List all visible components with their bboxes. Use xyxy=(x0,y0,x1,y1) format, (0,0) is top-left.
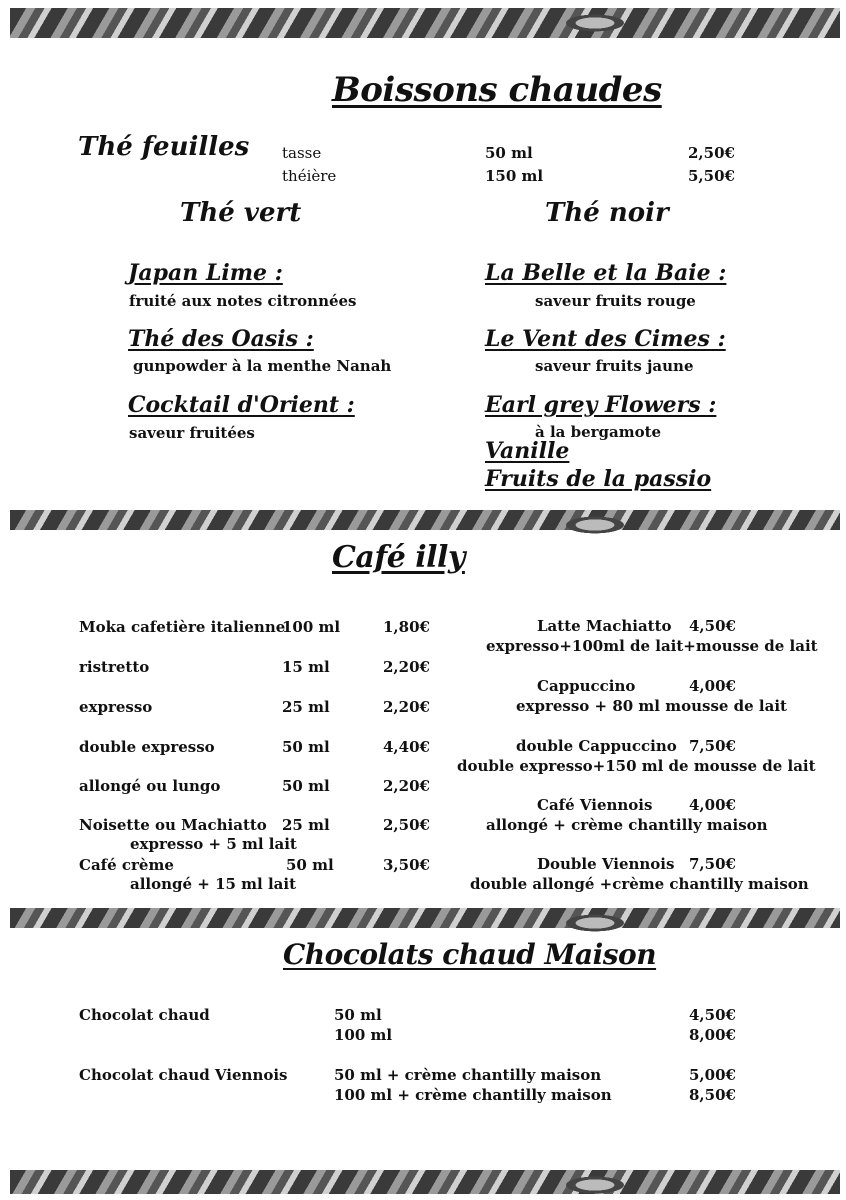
tea-desc: saveur fruitées xyxy=(129,424,255,442)
coffee-name: double Cappuccino xyxy=(516,737,677,755)
coffee-desc: allongé + crème chantilly maison xyxy=(486,816,768,834)
coffee-name: ristretto xyxy=(79,658,150,676)
tea-price: 2,50€ xyxy=(688,144,735,162)
coffee-price: 7,50€ xyxy=(689,737,736,755)
coffee-desc: double expresso+150 ml de mousse de lait xyxy=(457,757,816,775)
section-title-coffee: Café illy xyxy=(332,540,465,575)
coffee-price: 4,00€ xyxy=(689,796,736,814)
coffee-desc: double allongé +crème chantilly maison xyxy=(470,875,809,893)
coffee-name: Latte Machiatto xyxy=(537,617,672,635)
coffee-name: Moka cafetière italienne xyxy=(79,618,286,636)
chocolate-price: 8,50€ xyxy=(689,1086,736,1104)
coffee-price: 1,80€ xyxy=(383,618,430,636)
decorative-band-bottom xyxy=(10,1170,840,1194)
chocolate-name: Chocolat chaud xyxy=(79,1006,210,1024)
tea-desc: saveur fruits rouge xyxy=(535,292,696,310)
black-tea-title: Thé noir xyxy=(545,198,669,228)
coffee-name: expresso xyxy=(79,698,153,716)
chocolate-price: 4,50€ xyxy=(689,1006,736,1024)
coffee-volume: 50 ml xyxy=(282,777,330,795)
coffee-desc: expresso+100ml de lait+mousse de lait xyxy=(486,637,818,655)
coffee-name: Noisette ou Machiatto xyxy=(79,816,267,834)
tea-desc: à la bergamote xyxy=(535,423,662,441)
coffee-desc: allongé + 15 ml lait xyxy=(130,875,297,893)
coffee-volume: 100 ml xyxy=(282,618,341,636)
tea-desc: fruité aux notes citronnées xyxy=(129,292,357,310)
tea-name-vanille: Vanille xyxy=(485,438,570,464)
coffee-name: Cappuccino xyxy=(537,677,636,695)
chocolate-price: 5,00€ xyxy=(689,1066,736,1084)
tea-price: 5,50€ xyxy=(688,167,735,185)
coffee-price: 2,20€ xyxy=(383,777,430,795)
coffee-volume: 50 ml xyxy=(286,856,334,874)
tea-name: Thé des Oasis : xyxy=(128,326,314,352)
tea-volume: 50 ml xyxy=(485,144,533,162)
coffee-name: Café Viennois xyxy=(537,796,653,814)
coffee-desc: expresso + 80 ml mousse de lait xyxy=(516,697,787,715)
tea-format: théière xyxy=(282,167,337,185)
tea-name: Le Vent des Cimes : xyxy=(485,326,726,352)
coffee-name: Café crème xyxy=(79,856,174,874)
chocolate-name: Chocolat chaud Viennois xyxy=(79,1066,288,1084)
coffee-price: 3,50€ xyxy=(383,856,430,874)
coffee-price: 7,50€ xyxy=(689,855,736,873)
coffee-volume: 50 ml xyxy=(282,738,330,756)
coffee-volume: 25 ml xyxy=(282,816,330,834)
section-title-chocolate: Chocolats chaud Maison xyxy=(283,938,657,971)
tea-volume: 150 ml xyxy=(485,167,544,185)
coffee-desc: expresso + 5 ml lait xyxy=(130,835,297,853)
tea-leaves-label: Thé feuilles xyxy=(78,132,250,162)
coffee-price: 2,20€ xyxy=(383,698,430,716)
coffee-name: allongé ou lungo xyxy=(79,777,221,795)
tea-format: tasse xyxy=(282,144,322,162)
tea-name: La Belle et la Baie : xyxy=(485,260,727,286)
chocolate-size: 100 ml + crème chantilly maison xyxy=(334,1086,612,1104)
coffee-price: 4,00€ xyxy=(689,677,736,695)
section-title-hot-drinks: Boissons chaudes xyxy=(332,70,662,110)
tea-desc: saveur fruits jaune xyxy=(535,357,694,375)
green-tea-title: Thé vert xyxy=(180,198,302,228)
coffee-price: 2,20€ xyxy=(383,658,430,676)
coffee-volume: 15 ml xyxy=(282,658,330,676)
tea-name: Cocktail d'Orient : xyxy=(128,392,355,418)
chocolate-price: 8,00€ xyxy=(689,1026,736,1044)
coffee-volume: 25 ml xyxy=(282,698,330,716)
tea-name: Japan Lime : xyxy=(128,260,283,286)
tea-name: Earl grey Flowers : xyxy=(485,392,717,418)
decorative-band-1 xyxy=(10,510,840,530)
decorative-band-2 xyxy=(10,908,840,928)
tea-name-passion: Fruits de la passio xyxy=(485,466,712,492)
coffee-price: 2,50€ xyxy=(383,816,430,834)
coffee-price: 4,50€ xyxy=(689,617,736,635)
coffee-price: 4,40€ xyxy=(383,738,430,756)
decorative-band-top xyxy=(10,8,840,38)
chocolate-size: 50 ml xyxy=(334,1006,382,1024)
coffee-name: Double Viennois xyxy=(537,855,675,873)
chocolate-size: 100 ml xyxy=(334,1026,393,1044)
coffee-name: double expresso xyxy=(79,738,215,756)
chocolate-size: 50 ml + crème chantilly maison xyxy=(334,1066,602,1084)
tea-desc: gunpowder à la menthe Nanah xyxy=(133,357,392,375)
